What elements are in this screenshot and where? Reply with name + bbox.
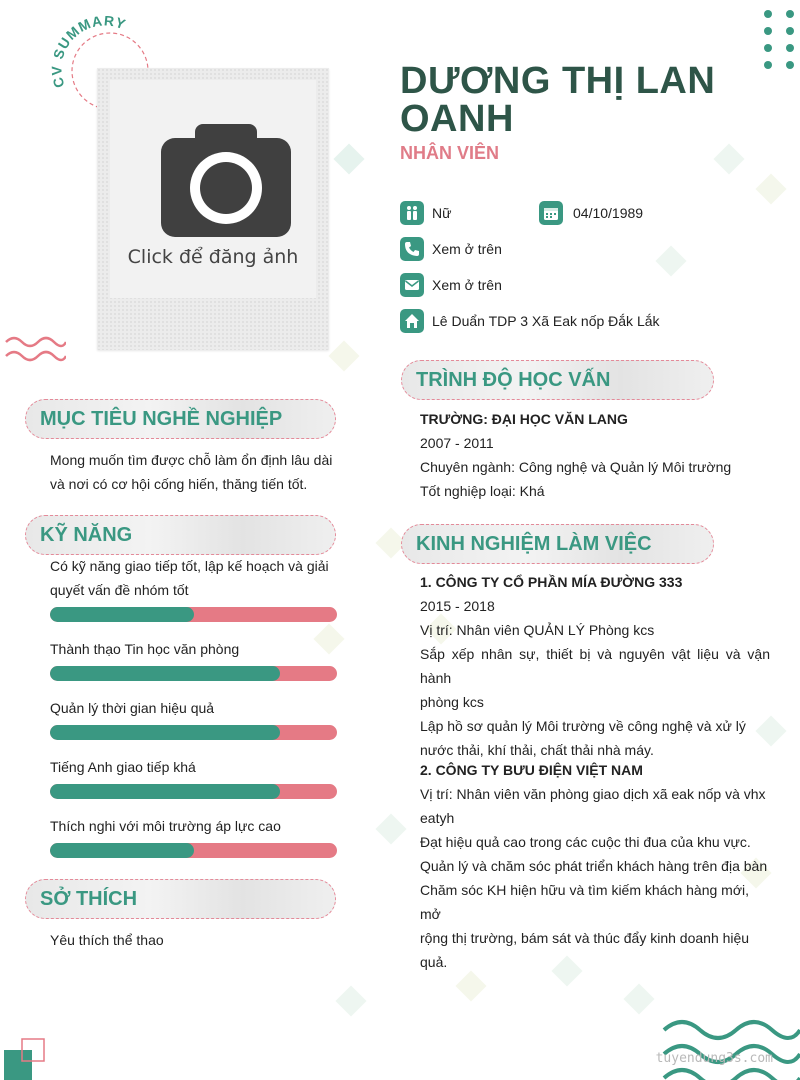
phone-row [400,237,502,261]
email-row [400,273,502,297]
objective-text: Mong muốn tìm được chỗ làm ổn định lâu dài và nơi có cơ hội cống hiến, thăng tiến tốt. [50,452,333,492]
job-title: NHÂN VIÊN [400,143,500,163]
phone-value: Xem ở trên [432,241,502,257]
gender-value: Nữ [432,205,452,221]
experience-job-1: 1. CÔNG TY CỔ PHẦN MÍA ĐƯỜNG 333 2015 - 2018 Vị trí: Nhân viên QUẢN LÝ Phòng kcs Sắp xếp nhân sự, thiết bị và nguyên vật liệu và vận hành phòng kcs Lập hồ sơ quản lý Môi trường về công nghệ và xử lý nước thải, khí thải, chất thải nhà máy. [420,570,770,762]
education-details [420,407,780,503]
phone-icon [400,237,424,261]
wave-decoration-bottom [662,1018,800,1080]
birthday-value: 04/10/1989 [573,205,644,221]
wave-decoration [4,334,66,364]
company-name: 1. CÔNG TY CỔ PHẦN MÍA ĐƯỜNG 333 [420,574,683,590]
skill-label: Thích nghi với môi trường áp lực cao [50,818,281,834]
photo-frame[interactable] [97,68,329,350]
education-grade: Tốt nghiệp loại: Khá [420,483,545,499]
skill-bar [50,666,337,681]
photo-label: Click để đăng ảnh [127,246,299,268]
gender-row [400,201,451,225]
education-major: Chuyên ngành: Công nghệ và Quản lý Môi trường [420,459,732,475]
square-decoration [4,1038,48,1080]
candidate-name: DƯƠNG THỊ LAN OANH [400,60,716,140]
objective-header: MỤC TIÊU NGHỀ NGHIỆP [25,399,336,439]
skill-bar [50,784,337,799]
mail-icon [400,273,424,297]
skill-bar [50,843,337,858]
education-period: 2007 - 2011 [420,435,494,451]
education-header: TRÌNH ĐỘ HỌC VẤN [401,360,714,400]
hobbies-text: Yêu thích thể thao [50,932,164,948]
badge-text: CV SUMMARY [48,16,129,90]
address-value: Lê Duẩn TDP 3 Xã Eak nốp Đắk Lắk [432,313,660,329]
skill-label: Có kỹ năng giao tiếp tốt, lập kế hoạch và giải quyết vấn đề nhóm tốt [50,558,329,598]
experience-header: KINH NGHIỆM LÀM VIỆC [401,524,714,564]
camera-icon [161,124,291,237]
home-icon [400,309,424,333]
birthday-row [539,201,643,225]
skill-bar [50,725,337,740]
address-row [400,309,660,333]
dots-decoration [756,6,800,76]
skill-label: Tiếng Anh giao tiếp khá [50,759,196,775]
experience-job-2: 2. CÔNG TY BƯU ĐIỆN VIỆT NAM Vị trí: Nhân viên văn phòng giao dịch xã eak nốp và vhx eatyh Đạt hiệu quả cao trong các cuộc thi đua của khu vực. Quản lý và chăm sóc phát triển khách hàng trên địa bàn Chăm sóc KH hiện hữu và tìm kiếm khách hàng mới, mở rộng thị trường, bám sát và thúc đẩy kinh doanh hiệu quả. [420,758,770,974]
photo-upload[interactable] [110,80,316,298]
calendar-icon [539,201,563,225]
school-name: TRƯỜNG: ĐẠI HỌC VĂN LANG [420,411,628,427]
skill-label: Quản lý thời gian hiệu quả [50,700,215,716]
skills-header: KỸ NĂNG [25,515,336,555]
email-value: Xem ở trên [432,277,502,293]
watermark: tuyendung3s.com [655,1051,773,1066]
skill-bar [50,607,337,622]
gender-icon [400,201,424,225]
hobbies-header: SỞ THÍCH [25,879,336,919]
skill-label: Thành thạo Tin học văn phòng [50,641,240,657]
company-name: 2. CÔNG TY BƯU ĐIỆN VIỆT NAM [420,762,643,778]
